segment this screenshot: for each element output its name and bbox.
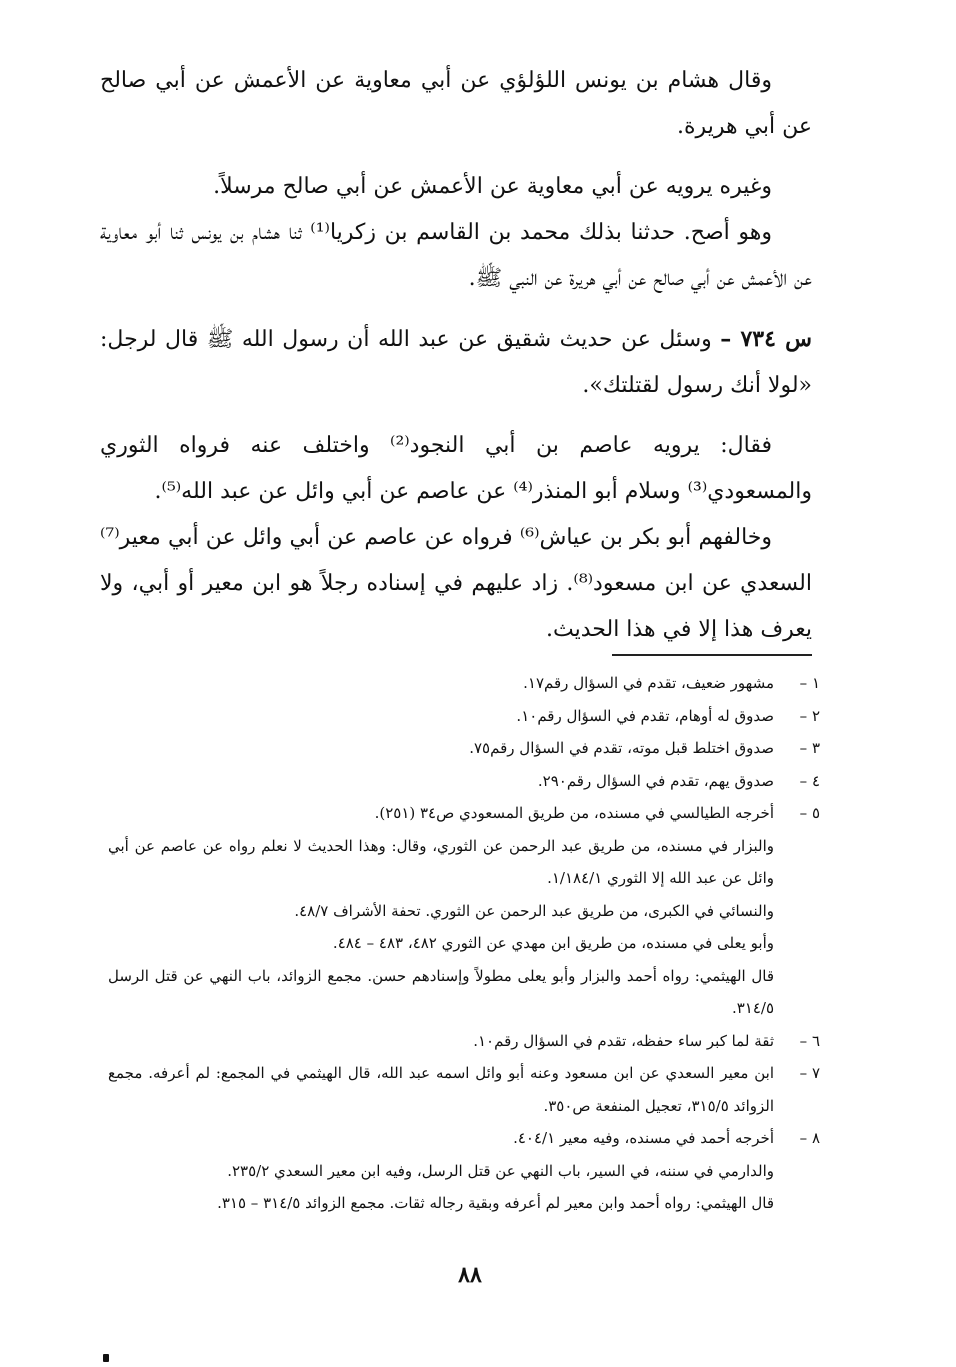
paragraph-3: وهو أصح. حدثنا بذلك محمد بن القاسم بن زكريا⁽¹⁾ ثنا هشام بن يونس ثنا أبو معاوية عن الأعمش عن أبي صالح عن أبي هريرة عن النبي ﷺ. [100, 220, 812, 291]
footnote-5 [108, 797, 820, 830]
paragraph-1: وقال هشام بن يونس اللؤلؤي عن أبي معاوية عن الأعمش عن أبي صالح عن أبي هريرة. [100, 68, 812, 139]
footnote-text: أخرجه الطيالسي في مسنده، من طريق المسعودي ص٣٤ (٢٥١). [374, 804, 774, 822]
paragraph-2: وغيره يرويه عن أبي معاوية عن الأعمش عن أبي صالح مرسلاً. [213, 174, 772, 199]
question-text: وسئل عن حديث شقيق عن عبد الله أن رسول الله ﷺ قال لرجل: «لولا أنك رسول لقتلتك». [100, 327, 812, 398]
footnote-text: ابن معير السعدي عن ابن مسعود وعنه أبو وائل اسمه عبد الله، قال الهيثمي في المجمع: لم أعرفه. مجمع الزوائد ٣١٥/٥، تعجيل المنفعة ص٣٥٠. [108, 1064, 774, 1115]
footnote-8 [108, 1122, 820, 1155]
footnote-number: ٢ – [799, 706, 820, 725]
footnote-number: ١ – [799, 674, 820, 692]
footnote-7 [108, 1057, 820, 1122]
footnote-number: ٣ – [799, 739, 820, 757]
footnote-8-continuation: والدارمي في سننه، في السير، باب النهي عن قتل الرسل، وفيه ابن معير السعدي ٢٣٥/٢. [227, 1161, 774, 1180]
page-number: ٨٨ [458, 1262, 482, 1288]
footnote-5-continuation: والبزار في مسنده، من طريق عبد الرحمن عن الثوري، وقال: وهذا الحديث لا نعلم رواه عن عاصم عن أبي وائل عن عبد الله إلا الثوري ١/١٨٤/١. [108, 836, 774, 887]
footnote-text: أخرجه أحمد في مسنده، وفيه معير ٤٠٤/١. [513, 1129, 774, 1147]
footnote-number: ٥ – [799, 804, 820, 822]
footnote-number: ٧ – [799, 1064, 820, 1082]
footnote-text: صدوق اختلط قبل موته، تقدم في السؤال رقم٧٥. [469, 739, 774, 757]
footnote-8-continuation: قال الهيثمي: رواه أحمد وابن معير لم أعرفه وبقية رجاله ثقات. مجمع الزوائد ٣١٤/٥ – ٣١٥. [217, 1194, 774, 1212]
footnote-number: ٤ – [799, 771, 820, 790]
question-734 [100, 316, 812, 409]
footnote-number: ٦ – [799, 1031, 820, 1050]
paragraph-4: فقال: يرويه عاصم بن أبي النجود⁽²⁾ واختلف عنه فرواه الثوري والمسعودي⁽³⁾ وسلام أبو المنذر⁽⁴⁾ عن عاصم عن أبي وائل عن عبد الله⁽⁵⁾. [100, 433, 812, 504]
footnote-number: ٨ – [799, 1129, 820, 1147]
footnote-text: ثقة لما كبر ساء حفظه، تقدم في السؤال رقم١٠. [473, 1031, 774, 1050]
footnote-5-continuation: والنسائي في الكبرى، من طريق عبد الرحمن عن الثوري. تحفة الأشراف ٤٨/٧. [294, 901, 774, 920]
footnote-5-continuation: وأبو يعلى في مسنده، من طريق ابن مهدي عن الثوري ٤٨٢، ٤٨٣ – ٤٨٤. [332, 934, 774, 952]
footnotes [108, 667, 820, 1220]
question-number: س ٧٣٤ – [720, 326, 812, 352]
main-text [100, 58, 812, 653]
footnote-text: صدوق له أوهام، تقدم في السؤال رقم١٠. [516, 706, 774, 725]
footnote-1 [108, 667, 820, 700]
footnote-text: صدوق يهم، تقدم في السؤال رقم٢٩٠. [537, 771, 774, 790]
footnote-6 [108, 1025, 820, 1058]
footnote-separator [612, 654, 812, 656]
footnote-3 [108, 732, 820, 765]
footnote-4 [108, 765, 820, 798]
footnote-5-continuation: قال الهيثمي: رواه أحمد والبزار وأبو يعلى مطولاً وإسنادهم حسن. مجمع الزوائد، باب النهي عن قتل الرسل ٣١٤/٥. [108, 966, 774, 1017]
footnote-text: مشهور ضعيف، تقدم في السؤال رقم١٧. [523, 674, 774, 692]
footnote-2 [108, 700, 820, 733]
scan-mark [103, 1354, 109, 1362]
paragraph-5: وخالفهم أبو بكر بن عياش⁽⁶⁾ فرواه عن عاصم عن أبي وائل عن أبي معير⁽⁷⁾ السعدي عن ابن مسعود⁽⁸⁾. زاد عليهم في إسناده رجلاً هو ابن معير أو أبي، ولا يعرف هذا إلا في هذا الحديث. [100, 525, 812, 642]
